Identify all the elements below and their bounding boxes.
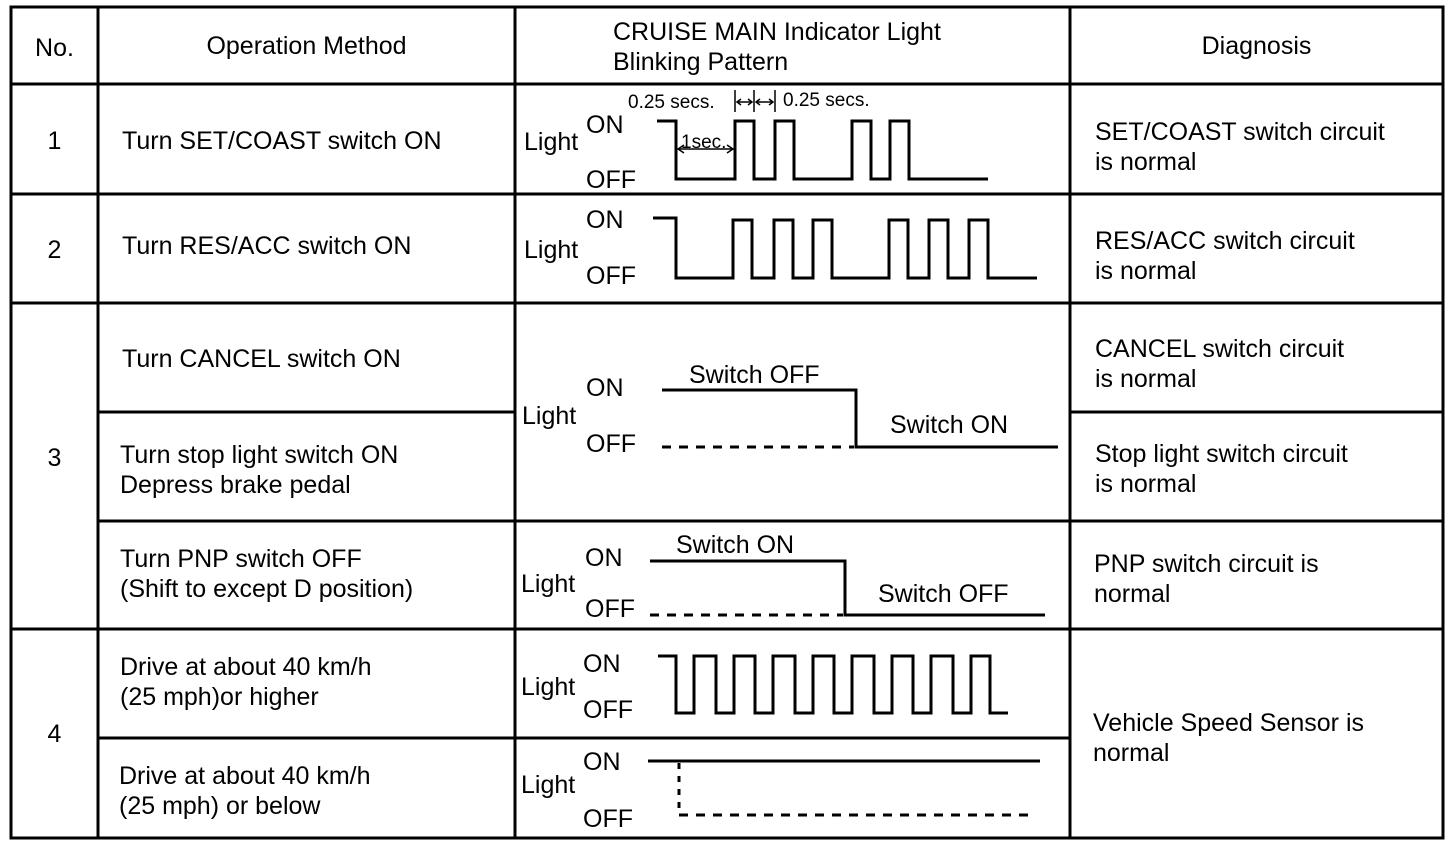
operation-method: (Shift to except D position)	[120, 575, 414, 603]
interval-label: 0.25 secs.	[628, 92, 715, 113]
light-label: Light	[522, 402, 577, 430]
diagnosis-text: RES/ACC switch circuit	[1095, 227, 1355, 255]
on-label: ON	[586, 374, 624, 402]
row-number: 3	[47, 444, 62, 472]
header-pattern-line1: CRUISE MAIN Indicator Light	[613, 18, 941, 46]
switch-off-label: Switch OFF	[878, 580, 1009, 608]
switch-on-label: Switch ON	[890, 411, 1009, 439]
operation-method: Turn CANCEL switch ON	[122, 345, 401, 373]
operation-method: Turn RES/ACC switch ON	[122, 232, 412, 260]
diagnosis-text: Stop light switch circuit	[1095, 440, 1348, 468]
operation-method: (25 mph) or below	[119, 792, 321, 820]
off-label: OFF	[583, 696, 633, 724]
light-label: Light	[521, 771, 576, 799]
interval-label: 1sec.	[681, 132, 727, 153]
diagnosis-text: normal	[1093, 739, 1170, 767]
light-label: Light	[524, 236, 579, 264]
on-label: ON	[586, 111, 624, 139]
light-label: Light	[524, 128, 579, 156]
interval-label: 0.25 secs.	[783, 90, 870, 111]
diagnosis-text: CANCEL switch circuit	[1095, 335, 1345, 363]
header-no: No.	[35, 34, 74, 62]
off-label: OFF	[586, 166, 636, 194]
diagnosis-text: is normal	[1095, 470, 1197, 498]
on-label: ON	[583, 650, 621, 678]
row-number: 4	[47, 720, 62, 748]
light-label: Light	[521, 673, 576, 701]
diagnosis-text: is normal	[1095, 257, 1197, 285]
operation-method: Turn stop light switch ON	[120, 441, 399, 469]
on-label: ON	[583, 748, 621, 776]
on-label: ON	[585, 544, 623, 572]
off-label: OFF	[586, 262, 636, 290]
off-label: OFF	[586, 430, 636, 458]
switch-off-label: Switch OFF	[689, 361, 820, 389]
header-operation-method: Operation Method	[206, 32, 407, 60]
off-label: OFF	[585, 595, 635, 623]
diagnosis-text: Vehicle Speed Sensor is	[1093, 709, 1365, 737]
diagnosis-text: is normal	[1095, 148, 1197, 176]
diagnosis-text: is normal	[1095, 365, 1197, 393]
operation-method: Turn SET/COAST switch ON	[122, 127, 442, 155]
operation-method: Drive at about 40 km/h	[119, 762, 371, 790]
operation-method: Turn PNP switch OFF	[120, 545, 362, 573]
operation-method: Drive at about 40 km/h	[120, 653, 372, 681]
diagnosis-text: PNP switch circuit is	[1094, 550, 1319, 578]
header-diagnosis: Diagnosis	[1201, 32, 1312, 60]
row-number: 2	[47, 236, 62, 264]
row-number: 1	[47, 127, 62, 155]
header-pattern-line2: Blinking Pattern	[613, 48, 789, 76]
diagnosis-text: SET/COAST switch circuit	[1095, 118, 1385, 146]
off-label: OFF	[583, 805, 633, 833]
light-label: Light	[521, 570, 576, 598]
diagnosis-text: normal	[1094, 580, 1171, 608]
on-label: ON	[586, 206, 624, 234]
switch-on-label: Switch ON	[676, 531, 795, 559]
operation-method: Depress brake pedal	[120, 471, 351, 499]
operation-method: (25 mph)or higher	[120, 683, 319, 711]
